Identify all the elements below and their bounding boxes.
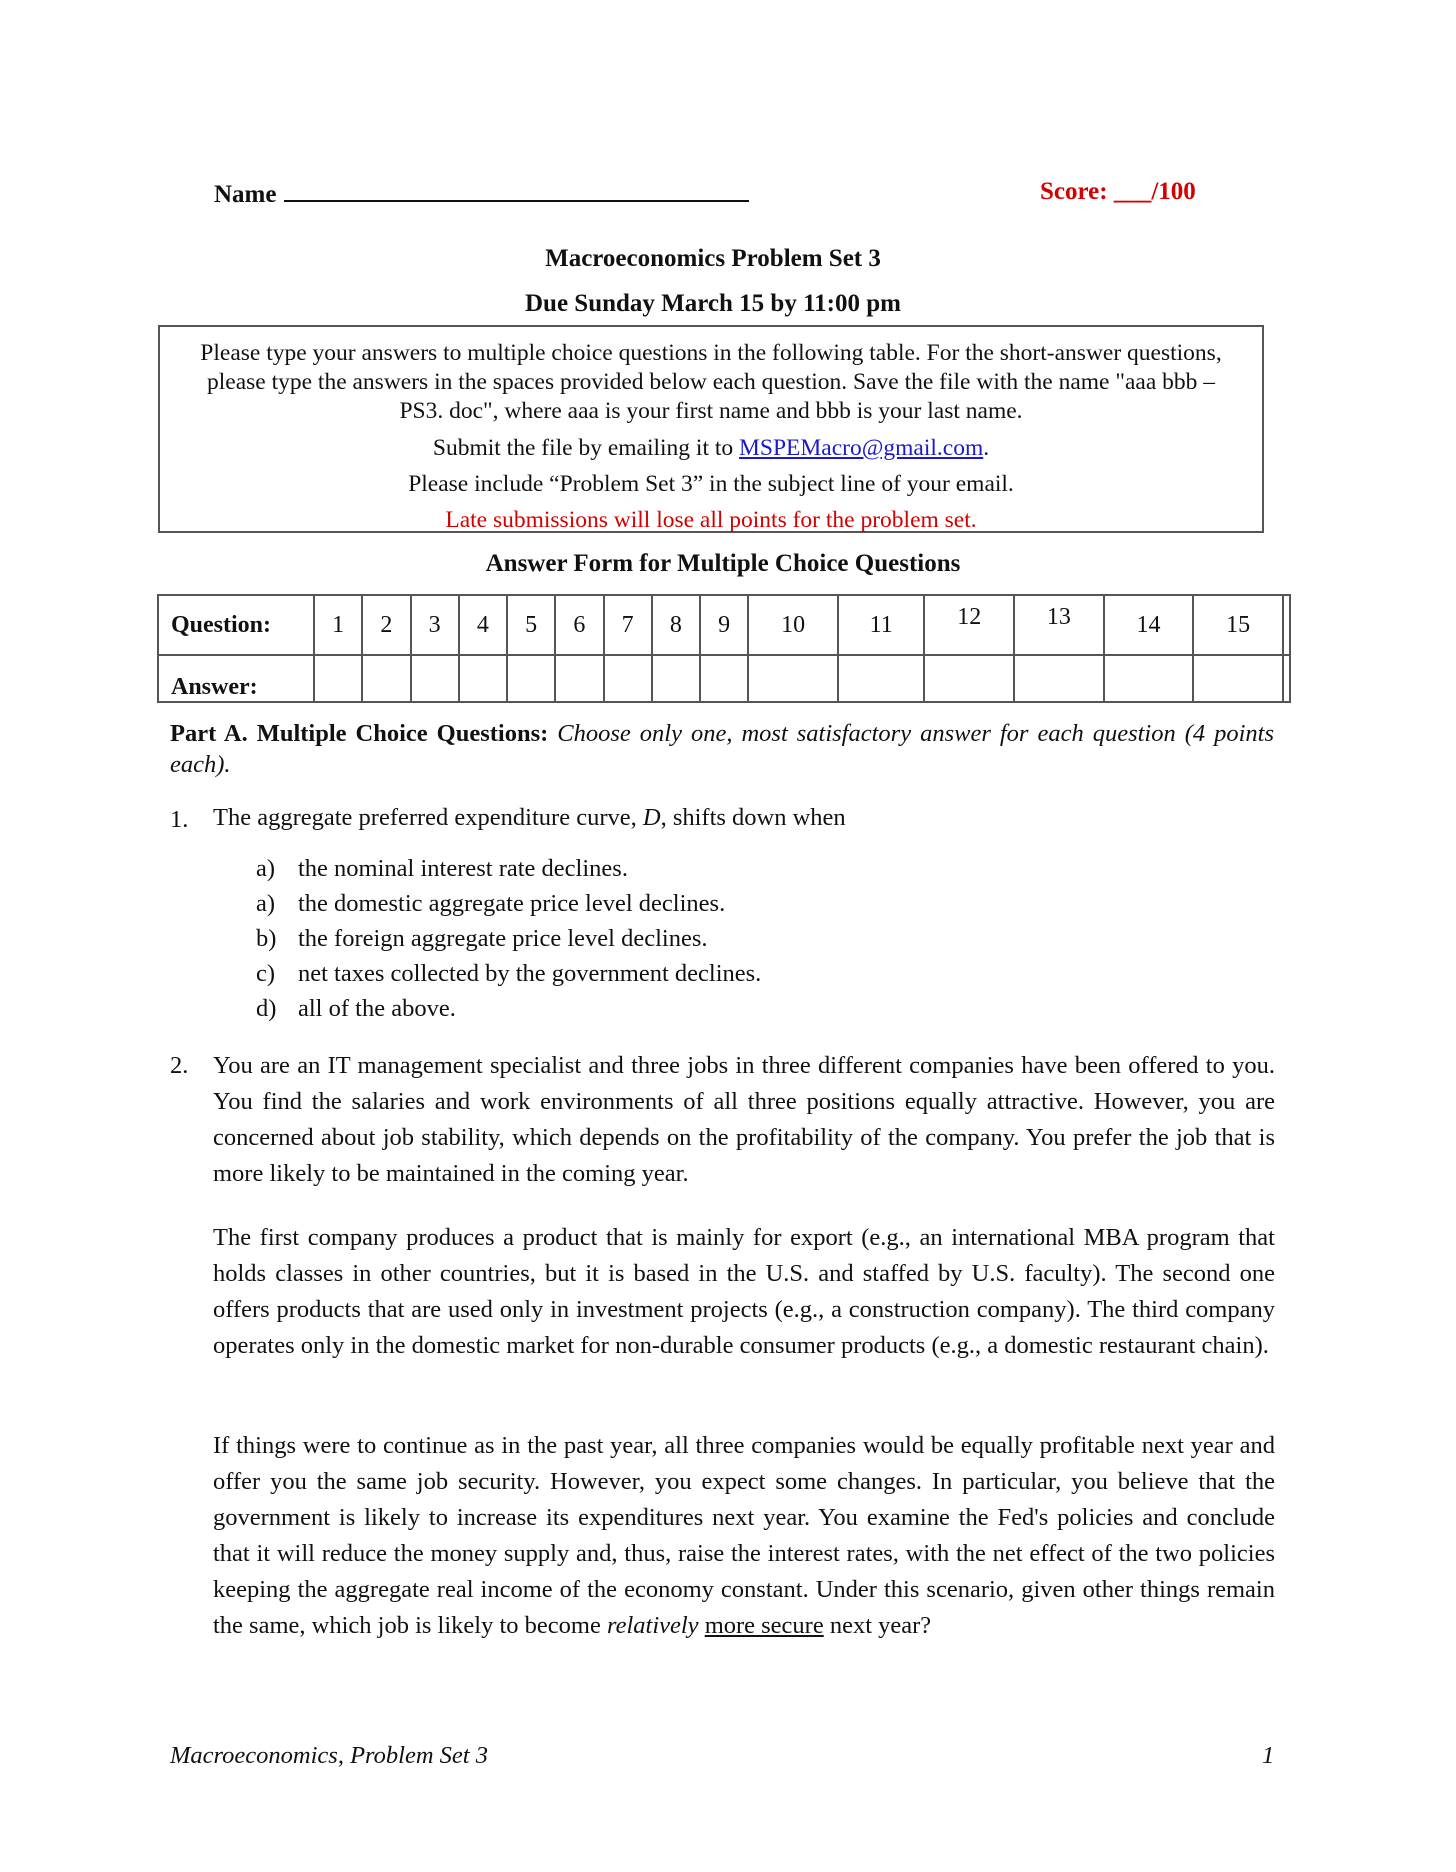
- answer-cell[interactable]: [652, 655, 700, 702]
- q2-p3-underline: more secure: [704, 1612, 824, 1639]
- answer-cell[interactable]: [604, 655, 652, 702]
- answer-cell[interactable]: [1283, 655, 1290, 702]
- email-link[interactable]: MSPEMacro@gmail.com: [739, 435, 984, 461]
- q1-option-text: the domestic aggregate price level declines.: [298, 890, 726, 917]
- answer-cell[interactable]: [924, 655, 1014, 702]
- question-number: 15: [1193, 595, 1283, 655]
- answer-cell[interactable]: [507, 655, 555, 702]
- question-number: 1: [314, 595, 362, 655]
- q1-stem-suffix: , shifts down when: [660, 804, 846, 831]
- q1-option-text: the foreign aggregate price level declines.: [298, 925, 708, 952]
- submit-suffix: .: [983, 435, 990, 461]
- subject-line: Please include “Problem Set 3” in the subject line of your email.: [408, 471, 1014, 497]
- answer-cell[interactable]: [459, 655, 507, 702]
- submit-line: [160, 434, 1262, 463]
- question-number: 13: [1014, 595, 1104, 655]
- document-title: Macroeconomics Problem Set 3: [545, 245, 881, 272]
- q1-stem-variable: D: [642, 804, 661, 831]
- answer-cell[interactable]: [362, 655, 410, 702]
- answer-table: [157, 594, 1291, 703]
- question-number: 2: [362, 595, 410, 655]
- answer-cell[interactable]: [314, 655, 362, 702]
- part-a-heading: Part A. Multiple Choice Questions:: [170, 720, 549, 747]
- question-2-paragraph-1: You are an IT management specialist and three jobs in three different companies have been offered to you. You find the salaries and work environments of all three positions equally attractive. However, you are concerned about job stability, which depends on the profitability of the company. You prefer the job that is more likely to be maintained in the coming year.: [213, 1052, 1275, 1187]
- q2-p3-italic: relatively: [606, 1612, 699, 1639]
- question-number: 10: [748, 595, 838, 655]
- question-number: 5: [507, 595, 555, 655]
- answer-row: [158, 655, 1290, 702]
- answer-cell[interactable]: [411, 655, 459, 702]
- q1-option-text: net taxes collected by the government declines.: [298, 960, 762, 987]
- question-1-stem: [213, 800, 1273, 836]
- instructions-box: [158, 325, 1264, 533]
- answer-cell[interactable]: [555, 655, 603, 702]
- late-notice: Late submissions will lose all points for the problem set.: [445, 507, 977, 533]
- answer-label: Answer:: [158, 655, 314, 702]
- question-number: 8: [652, 595, 700, 655]
- score-label: Score: ___/100: [1040, 178, 1196, 205]
- page-number: 1: [1262, 1742, 1275, 1769]
- q1-option-letter: a): [256, 890, 276, 917]
- question-number: 11: [838, 595, 925, 655]
- instructions-main: Please type your answers to multiple choice questions in the following table. For the short-answer questions, please type the answers in the spaces provided below each question. Save the file with the name "aaa bbb – PS3. doc", where aaa is your first name and bbb is your last name.: [200, 340, 1222, 424]
- question-number: 9: [700, 595, 748, 655]
- answer-cell[interactable]: [700, 655, 748, 702]
- name-label: Name: [214, 181, 277, 208]
- q1-option-text: the nominal interest rate declines.: [298, 855, 628, 882]
- q1-option-letter: a): [256, 855, 276, 882]
- name-blank-line: [284, 178, 749, 202]
- question-number: 12: [924, 595, 1014, 655]
- q1-stem-prefix: The aggregate preferred expenditure curve,: [213, 804, 643, 831]
- q1-option-letter: b): [256, 925, 277, 952]
- question-label: Question:: [158, 595, 314, 655]
- question-row: [158, 595, 1290, 655]
- question-2-number: 2.: [170, 1052, 189, 1079]
- q2-p3-end: next year?: [823, 1612, 932, 1639]
- part-a-header: [170, 718, 1274, 780]
- question-number: [1283, 595, 1290, 655]
- question-number: 6: [555, 595, 603, 655]
- answer-cell[interactable]: [1014, 655, 1104, 702]
- answer-cell[interactable]: [1193, 655, 1283, 702]
- q1-option-letter: d): [256, 995, 277, 1022]
- question-2-paragraph-2: The first company produces a product that is mainly for export (e.g., an international MBA program that holds classes in other countries, but it is based in the U.S. and staffed by U.S. faculty). The second one offers products that are used only in investment projects (e.g., a construction company). The third company operates only in the domestic market for non-durable consumer products (e.g., a domestic restaurant chain).: [213, 1224, 1275, 1359]
- footer-title: Macroeconomics, Problem Set 3: [170, 1742, 488, 1769]
- question-number: 4: [459, 595, 507, 655]
- answer-form-title: Answer Form for Multiple Choice Questions: [485, 550, 961, 577]
- q1-option-text: all of the above.: [298, 995, 456, 1022]
- answer-cell[interactable]: [1104, 655, 1194, 702]
- submit-prefix: Submit the file by emailing it to: [432, 435, 740, 461]
- question-2-paragraph-3: [213, 1428, 1275, 1644]
- question-number: 14: [1104, 595, 1194, 655]
- q1-option-letter: c): [256, 960, 276, 987]
- q2-p3-main: If things were to continue as in the past year, all three companies would be equally profitable next year and offer you the same job security. However, you expect some changes. In particular, you believe that the government is likely to increase its expenditures next year. You examine the Fed's policies and conclude that it will reduce the money supply and, thus, raise the interest rates, with the net effect of the two policies keeping the aggregate real income of the economy constant. Under this scenario, given other things remain the same, which job is likely to become: [213, 1432, 1275, 1639]
- question-1-number: 1.: [170, 806, 189, 833]
- due-date: Due Sunday March 15 by 11:00 pm: [525, 290, 901, 317]
- name-field: [214, 178, 749, 209]
- answer-cell[interactable]: [748, 655, 838, 702]
- question-number: 3: [411, 595, 459, 655]
- answer-cell[interactable]: [838, 655, 925, 702]
- part-a-instruction: Choose only one, most satisfactory answer for each question (4 points each).: [170, 720, 1275, 778]
- question-number: 7: [604, 595, 652, 655]
